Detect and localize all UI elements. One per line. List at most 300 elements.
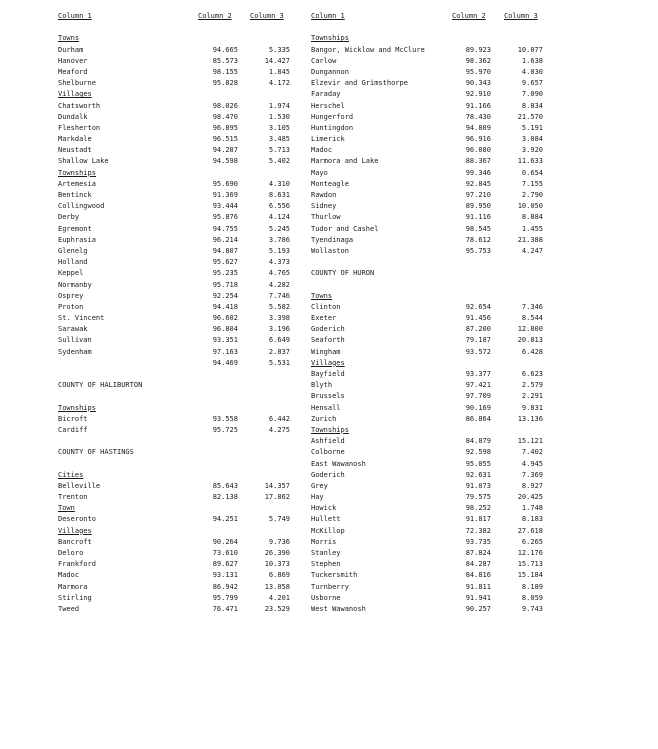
row-label: Hensall [311,403,341,412]
column-2-value: 94.807 [212,246,238,255]
spacer-row [58,391,290,402]
row-label: Derby [58,213,80,222]
column-2-value: 93.377 [465,370,491,378]
spacer-row [58,22,290,33]
column-3-value: 10.077 [517,45,543,54]
table-row [58,101,290,112]
row-label: Wollaston [311,246,349,255]
column-2-value: 95.799 [212,593,238,602]
row-label: Mayo [311,168,328,177]
column-2-value: 98.155 [212,67,238,76]
row-label: Chatsworth [58,101,101,110]
row-label: Townships [58,168,96,177]
column-2-value: 95.718 [212,280,238,289]
row-label: Stirling [58,593,92,602]
row-label: Stanley [311,549,341,557]
table-row [311,235,548,246]
column-3-value: 4.282 [268,280,290,289]
spacer-row [58,459,290,470]
section-heading [58,89,290,100]
column-2-value: 94.469 [212,358,238,367]
row-label: Proton [58,302,84,311]
row-label: Cities [58,470,84,479]
column-3-value: 1.845 [268,67,290,76]
column-2-value: 91.811 [465,582,491,591]
column-2-value: 96.804 [212,325,238,334]
column-3-value: 9.831 [521,403,543,412]
column-2-value: 92.631 [465,470,491,479]
column-3-value: 6.649 [268,336,290,345]
row-label: Turnberry [311,582,349,591]
table-row [58,268,290,279]
column-3-value: 0.654 [521,168,543,177]
row-label: Shelburne [58,79,96,88]
row-label: Madoc [311,146,333,155]
column-3-value: 5.749 [268,515,290,524]
county-heading [58,447,290,458]
row-label: Marmora and Lake [311,157,379,166]
column-2-value: 84.287 [465,560,491,569]
row-label: Shallow Lake [58,157,109,166]
column-3-value: 8.884 [521,213,543,222]
section-heading [311,33,548,44]
table-row [311,145,548,156]
table-row [311,190,548,201]
table-row [58,224,290,235]
county-heading [58,380,290,391]
table-row [58,548,290,559]
table-row [58,45,290,56]
row-label: Villages [58,90,92,99]
table-row [58,570,290,581]
column-2-value: 96.602 [212,314,238,323]
column-2-value: 94.598 [212,157,238,166]
column-3-value: 17.862 [264,493,290,502]
table-row [58,514,290,525]
table-row [311,56,548,67]
column-3-value: 3.196 [268,325,290,334]
column-3-value: 10.050 [517,202,543,211]
row-label: Towns [58,34,80,43]
column-2-value: 91.456 [465,314,491,323]
row-label: Wingham [311,347,341,356]
column-2-value: 97.709 [465,392,491,401]
row-label: Neustadt [58,146,92,155]
column-2-value: 98.470 [212,112,238,121]
column-2-header: Column 2 [452,12,486,20]
row-label: Euphrasia [58,235,96,244]
spacer-row [58,369,290,380]
table-row [58,134,290,145]
table-row [58,67,290,78]
column-3-value: 15.121 [517,437,543,446]
column-3-value: 21.570 [517,112,543,121]
column-2-value: 84.879 [465,437,491,446]
row-label: Blyth [311,381,333,390]
table-row [311,347,548,358]
table-row [311,156,548,167]
row-label: Flesherton [58,123,101,132]
row-label: Brussels [311,392,345,401]
column-3-value: 15.184 [517,571,543,580]
row-label: Sydenham [58,347,92,356]
column-3-value: 1.638 [521,56,543,65]
column-3-value: 10.373 [264,560,290,569]
table-row [58,335,290,346]
row-label: Sullivan [58,336,92,345]
column-2-value: 96.080 [465,146,491,155]
column-3-value: 6.869 [268,571,290,580]
row-label: Town [58,504,75,513]
table-row [311,212,548,223]
column-3-value: 7.402 [521,448,543,457]
column-3-value: 13.136 [517,414,543,423]
column-3-value: 3.084 [521,135,543,144]
column-2-value: 94.755 [212,224,238,233]
table-row [58,291,290,302]
column-3-value: 5.531 [268,358,290,367]
column-3-value: 9.743 [521,604,543,613]
column-3-value: 3.485 [268,135,290,144]
column-3-value: 4.310 [268,179,290,188]
table-row [58,481,290,492]
table-row [311,503,548,514]
column-3-value: 4.172 [268,79,290,88]
table-row [58,112,290,123]
column-2-value: 95.828 [212,79,238,88]
row-label: Collingwood [58,202,105,211]
row-label: Limerick [311,135,345,144]
column-2-value: 88.367 [465,157,491,166]
column-3-value: 5.713 [268,146,290,155]
section-heading [311,425,548,436]
column-3-value: 8.544 [521,314,543,323]
column-2-value: 85.643 [212,481,238,490]
row-label: Huntingdon [311,123,354,132]
column-3-value: 4.201 [268,593,290,602]
column-2-value: 86.864 [465,414,491,423]
table-row [58,78,290,89]
table-row [58,212,290,223]
column-3-value: 7.155 [521,179,543,188]
column-3-value: 14.357 [264,481,290,490]
table-row [58,604,290,615]
row-label: Belleville [58,481,101,490]
table-row [311,537,548,548]
row-label: COUNTY OF HALIBURTON [58,381,143,390]
table-row [58,414,290,425]
column-2-value: 91.941 [465,593,491,602]
table-row [58,156,290,167]
table-row [311,168,548,179]
row-label: Dundalk [58,112,88,121]
column-2-value: 97.210 [465,191,491,199]
column-2-value: 82.138 [212,493,238,502]
table-row [58,179,290,190]
row-label: Trenton [58,493,88,502]
row-label: Bentinck [58,191,92,199]
table-row [311,559,548,570]
column-3-value: 6.265 [521,537,543,546]
column-2-value: 94.809 [465,123,491,132]
column-2-value: 97.421 [465,381,491,390]
column-3-value: 2.579 [521,381,543,390]
table-row [311,369,548,380]
table-row [311,335,548,346]
table-row [311,470,548,481]
section-heading [311,358,548,369]
row-label: Dungannon [311,67,349,76]
row-label: Clinton [311,302,341,311]
column-2-value: 95.876 [212,213,238,222]
table-row [58,313,290,324]
row-label: Hanover [58,56,88,65]
column-2-header: Column 2 [198,12,232,20]
table-row [58,56,290,67]
table-row [311,548,548,559]
table-row [58,201,290,212]
table-row [58,235,290,246]
column-2-value: 94.418 [212,302,238,311]
row-label: Towns [311,291,333,300]
section-heading [58,33,290,44]
table-row [311,403,548,414]
column-3-value: 5.582 [268,302,290,311]
column-2-value: 92.254 [212,291,238,300]
column-3-value: 1.455 [521,224,543,233]
column-3-value: 5.335 [268,45,290,54]
column-3-value: 21.388 [517,235,543,244]
row-label: Tweed [58,604,80,613]
column-2-value: 94.251 [212,515,238,524]
table-row [311,67,548,78]
spacer-row [311,22,548,33]
column-2-value: 90.264 [212,537,238,546]
table-row [58,347,290,358]
table-row [311,514,548,525]
column-3-value: 4.275 [268,425,290,434]
column-3-value: 27.618 [517,526,543,535]
row-label: Townships [311,425,349,434]
column-2-value: 96.895 [212,123,238,132]
row-label: Hullett [311,515,341,524]
column-2-value: 94.287 [212,146,238,155]
column-3-value: 23.529 [264,604,290,613]
table-row [58,425,290,436]
row-label: Bicroft [58,414,88,423]
right-header-row [311,11,548,22]
column-2-value: 91.073 [465,481,491,490]
row-label: Hungerford [311,112,354,121]
table-row [311,436,548,447]
column-3-value: 20.425 [517,493,543,502]
row-label: Tyendinaga [311,235,354,244]
column-3-value: 4.373 [268,258,290,267]
table-row [58,280,290,291]
row-label: Howick [311,504,337,513]
column-3-value: 7.346 [521,302,543,311]
column-3-value: 2.291 [521,392,543,401]
column-2-value: 89.950 [465,202,491,211]
column-2-value: 87.824 [465,549,491,557]
column-2-value: 93.131 [212,571,238,580]
table-row [311,324,548,335]
spacer-row [58,436,290,447]
row-label: Meaford [58,67,88,76]
table-row [311,179,548,190]
row-label: Stephen [311,560,341,569]
section-heading [58,470,290,481]
column-3-value: 14.427 [264,56,290,65]
column-3-value: 2.790 [521,191,543,199]
column-2-value: 95.970 [465,67,491,76]
column-3-value: 5.402 [268,157,290,166]
table-row [311,481,548,492]
table-row [311,380,548,391]
column-3-value: 4.124 [268,213,290,222]
row-label: Bayfield [311,370,345,378]
column-2-value: 95.753 [465,246,491,255]
county-heading [311,268,548,279]
table-row [311,302,548,313]
column-3-value: 20.813 [517,336,543,345]
column-2-value: 92.845 [465,179,491,188]
row-label: Bangor, Wicklow and McClure [311,45,425,54]
row-label: Monteagle [311,179,349,188]
column-3-value: 2.837 [268,347,290,356]
column-3-value: 9.657 [521,79,543,88]
column-3-value: 5.245 [268,224,290,233]
table-row [311,246,548,257]
column-3-value: 8.927 [521,481,543,490]
column-3-value: 8.834 [521,101,543,110]
column-3-value: 26.390 [264,549,290,557]
table-row [58,537,290,548]
column-3-value: 1.530 [268,112,290,121]
column-2-value: 93.558 [212,414,238,423]
column-2-value: 73.610 [212,549,238,557]
row-label: COUNTY OF HASTINGS [58,448,134,457]
table-row [311,526,548,537]
column-3-value: 4.247 [521,246,543,255]
column-2-value: 92.910 [465,90,491,99]
table-row [58,145,290,156]
row-label: Hay [311,493,324,502]
column-2-value: 98.362 [465,56,491,65]
table-row [58,358,290,369]
column-2-value: 95.725 [212,425,238,434]
column-3-value: 4.765 [268,269,290,278]
column-2-value: 96.916 [465,135,491,144]
column-2-value: 89.923 [465,45,491,54]
column-2-value: 95.235 [212,269,238,278]
table-row [58,302,290,313]
row-label: Madoc [58,571,80,580]
row-label: Frankford [58,560,96,569]
column-3-value: 5.193 [268,246,290,255]
column-3-value: 6.623 [521,370,543,378]
row-label: St. Vincent [58,314,105,323]
left-header-row [58,11,290,22]
section-heading [58,168,290,179]
row-label: Villages [311,358,345,367]
column-2-value: 91.369 [212,191,238,199]
row-label: Grey [311,481,328,490]
row-label: Zurich [311,414,337,423]
table-row [311,492,548,503]
column-2-value: 96.214 [212,235,238,244]
row-label: Osprey [58,291,84,300]
left-table [58,11,290,615]
row-label: Keppel [58,269,84,278]
table-row [311,224,548,235]
table-row [311,459,548,470]
column-3-value: 8.059 [521,593,543,602]
row-label: Rawdon [311,191,337,199]
row-label: Goderich [311,325,345,334]
row-label: East Wawanosh [311,459,366,468]
row-label: Tuckersmith [311,571,358,580]
right-table [311,11,548,615]
row-label: Marmora [58,582,88,591]
column-2-value: 79.187 [465,336,491,345]
spacer-row [311,280,548,291]
table-row [58,593,290,604]
column-3-value: 13.058 [264,582,290,591]
row-label: Deloro [58,549,84,557]
row-label: Holland [58,258,88,267]
row-label: Durham [58,45,84,54]
table-row [58,190,290,201]
column-3-value: 12.176 [517,549,543,557]
column-3-value: 8.189 [521,582,543,591]
row-label: Sarawak [58,325,88,334]
table-row [58,324,290,335]
table-row [311,78,548,89]
column-2-value: 86.942 [212,582,238,591]
column-3-value: 9.736 [268,537,290,546]
table-row [311,447,548,458]
column-2-value: 93.351 [212,336,238,345]
table-row [311,112,548,123]
column-2-value: 72.382 [465,526,491,535]
row-label: Morris [311,537,337,546]
column-3-value: 7.746 [268,291,290,300]
column-2-value: 98.545 [465,224,491,233]
column-2-value: 89.627 [212,560,238,569]
column-3-value: 12.800 [517,325,543,334]
column-2-value: 90.169 [465,403,491,412]
row-label: Townships [58,403,96,412]
section-heading [311,291,548,302]
column-2-value: 93.735 [465,537,491,546]
column-3-value: 3.398 [268,314,290,323]
table-row [311,101,548,112]
column-2-value: 76.471 [212,604,238,613]
column-2-value: 87.200 [465,325,491,334]
column-2-value: 84.816 [465,571,491,580]
column-3-value: 3.786 [268,235,290,244]
row-label: Markdale [58,135,92,144]
row-label: Townships [311,34,349,43]
section-heading [58,503,290,514]
column-3-header: Column 3 [504,12,538,20]
column-3-value: 6.428 [521,347,543,356]
column-2-value: 94.665 [212,45,238,54]
row-label: Glenelg [58,246,88,255]
table-row [311,414,548,425]
table-row [311,391,548,402]
